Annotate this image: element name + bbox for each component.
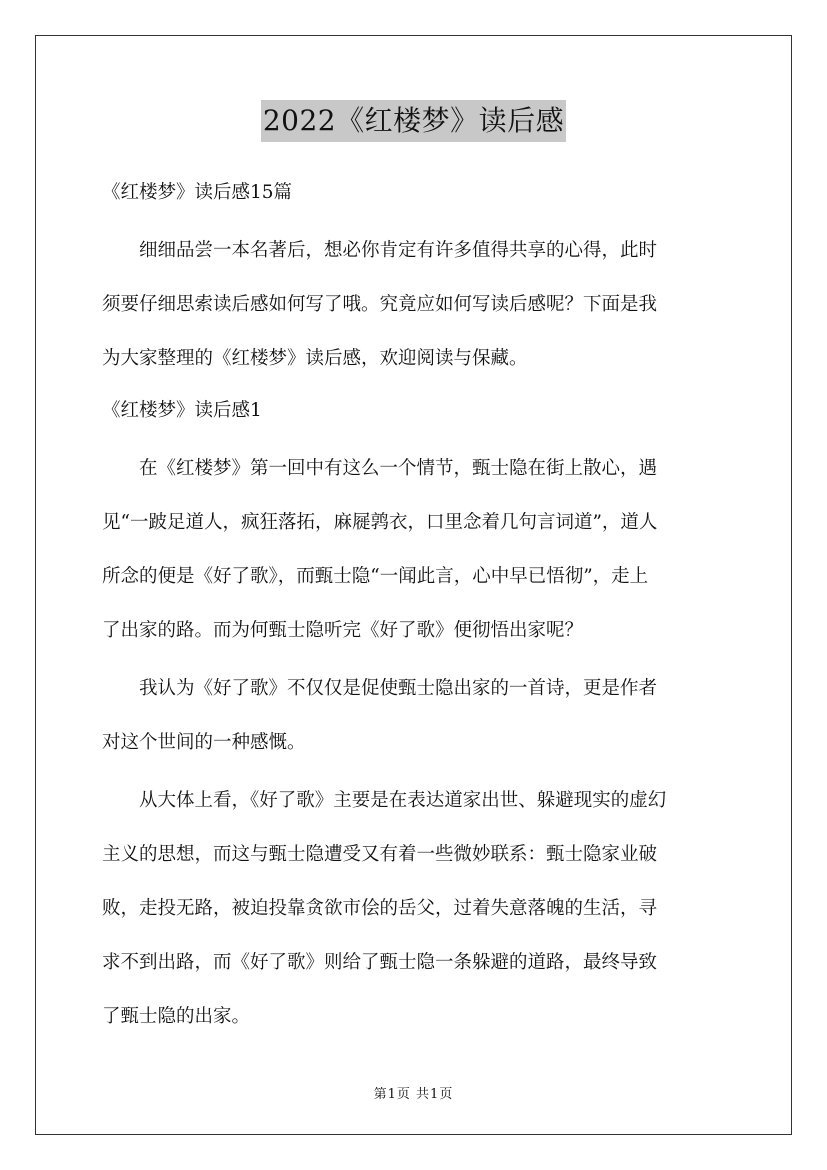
- paragraph-line: 求不到出路，而《好了歌》则给了甄士隐一条躲避的道路，最终导致: [102, 952, 658, 973]
- paragraph-3: [102, 774, 730, 1044]
- paragraph-line: 对这个世间的一种感慨。: [102, 732, 306, 753]
- paragraph-line: 从大体上看，《好了歌》主要是在表达道家出世、躲避现实的虚幻: [139, 790, 667, 811]
- paragraph-2: [102, 662, 730, 770]
- paragraph-line: 我认为《好了歌》不仅仅是促使甄士隐出家的一首诗，更是作者: [139, 678, 658, 699]
- paragraph-line: 见“一跛足道人，疯狂落拓，麻屣鹑衣，口里念着几句言词道”，道人: [102, 512, 658, 533]
- paragraph-line: 败，走投无路，被迫投靠贪欲市侩的岳父，过着失意落魄的生活，寻: [102, 898, 658, 919]
- section-heading: 《红楼梦》读后感1: [102, 400, 262, 421]
- title-container: [0, 100, 827, 142]
- paragraph-line: 细细品尝一本名著后，想必你肯定有许多值得共享的心得，此时: [139, 240, 658, 261]
- paragraph-line: 须要仔细思索读后感如何写了哦。究竟应如何写读后感呢？下面是我: [102, 294, 658, 315]
- document-body: [102, 170, 730, 1044]
- paragraph-line: 主义的思想，而这与甄士隐遭受又有着一些微妙联系：甄士隐家业破: [102, 844, 658, 865]
- paragraph-line: 了甄士隐的出家。: [102, 1006, 251, 1027]
- paragraph-line: 在《红楼梦》第一回中有这么一个情节，甄士隐在街上散心，遇: [139, 458, 658, 479]
- subtitle: 《红楼梦》读后感15篇: [102, 182, 293, 203]
- paragraph-1: [102, 442, 730, 658]
- intro-paragraph: [102, 224, 730, 386]
- document-title: 2022《红楼梦》读后感: [261, 100, 566, 142]
- paragraph-line: 所念的便是《好了歌》，而甄士隐“一闻此言，心中早已悟彻”，走上: [102, 566, 649, 587]
- paragraph-line: 了出家的路。而为何甄士隐听完《好了歌》便彻悟出家呢？: [102, 620, 584, 641]
- page-footer: 第1页 共1页: [373, 1087, 454, 1102]
- paragraph-line: 为大家整理的《红楼梦》读后感，欢迎阅读与保藏。: [102, 348, 528, 369]
